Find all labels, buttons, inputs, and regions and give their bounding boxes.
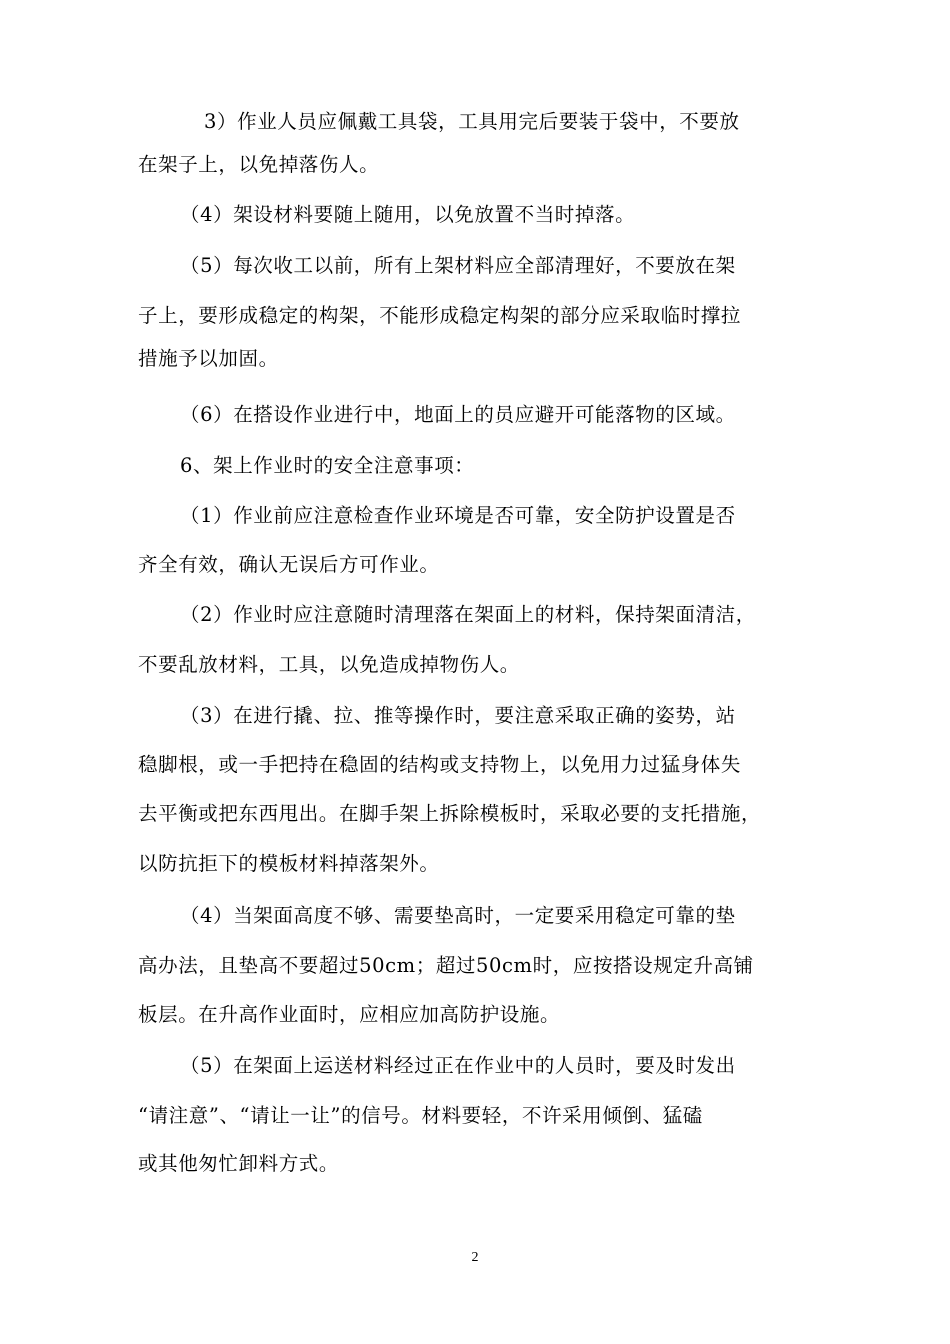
text-line: 措施予以加固。 [138,347,279,370]
text-line: （1）作业前应注意检查作业环境是否可靠，安全防护设置是否 [180,504,736,527]
text-line: （5）每次收工以前，所有上架材料应全部清理好，不要放在架 [180,254,736,277]
text-line: 稳脚根，或一手把持在稳固的结构或支持物上，以免用力过猛身体失 [138,753,742,776]
text-line: （2）作业时应注意随时清理落在架面上的材料，保持架面清洁， [180,603,756,626]
text-line: 板层。在升高作业面时，应相应加高防护设施。 [138,1003,561,1026]
text-line: （4）架设材料要随上随用，以免放置不当时掉落。 [180,203,636,226]
text-line: “请注意”、“请让一让”的信号。材料要轻，不许采用倾倒、猛磕 [138,1104,703,1127]
text-line: 以防抗拒下的模板材料掉落架外。 [138,852,440,875]
text-line: （5）在架面上运送材料经过正在作业中的人员时，要及时发出 [180,1054,736,1077]
text-line: 或其他匆忙卸料方式。 [138,1152,340,1175]
text-line: 在架子上，以免掉落伤人。 [138,153,380,176]
text-line: 高办法，且垫高不要超过50cm；超过50cm时，应按搭设规定升高铺 [138,954,754,977]
text-line: 子上，要形成稳定的构架，不能形成稳定构架的部分应采取临时撑拉 [138,304,742,327]
text-line: 去平衡或把东西甩出。在脚手架上拆除模板时，采取必要的支托措施， [138,802,762,825]
text-line: （6）在搭设作业进行中，地面上的员应避开可能落物的区域。 [180,403,736,426]
text-line: 3）作业人员应佩戴工具袋，工具用完后要装于袋中，不要放 [204,110,740,133]
text-line: （4）当架面高度不够、需要垫高时，一定要采用稳定可靠的垫 [180,904,736,927]
text-line: 齐全有效，确认无误后方可作业。 [138,553,440,576]
section-heading: 6、架上作业时的安全注意事项： [180,454,475,477]
text-line: （3）在进行撬、拉、推等操作时，要注意采取正确的姿势，站 [180,704,736,727]
page-number: 2 [471,1250,479,1265]
text-line: 不要乱放材料，工具，以免造成掉物伤人。 [138,653,520,676]
